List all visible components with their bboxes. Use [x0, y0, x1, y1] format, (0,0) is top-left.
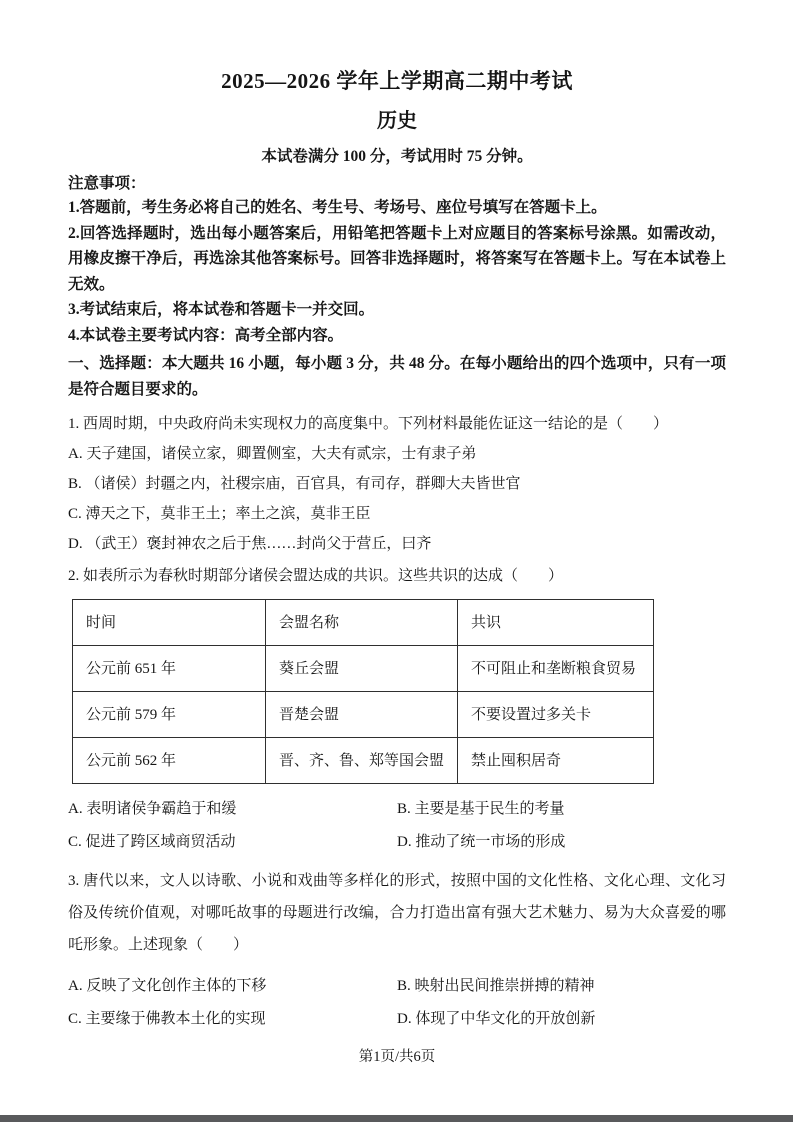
table-header-row — [73, 600, 654, 646]
question-2-options-row-2 — [68, 832, 726, 853]
table-row — [73, 692, 654, 738]
question-3-options-row-1 — [68, 976, 726, 997]
section-1-heading: 一、选择题：本大题共 16 小题，每小题 3 分，共 48 分。在每小题给出的四个选项中，只有一项是符合题目要求的。 — [68, 355, 726, 398]
exam-subject: 历史 — [377, 110, 417, 132]
question-3-option-b: B. 映射出民间推崇拼搏的精神 — [397, 978, 595, 994]
question-3-stem: 3. 唐代以来，文人以诗歌、小说和戏曲等多样化的形式，按照中国的文化性格、文化心理、文化习俗及传统价值观，对哪吒故事的母题进行改编，合力打造出富有强大艺术魅力、易为大众喜爱的哪吒形象。上述现象（ ） — [68, 873, 726, 953]
notice-item-1: 1.答题前，考生务必将自己的姓名、考生号、考场号、座位号填写在答题卡上。 — [68, 199, 607, 216]
table-cell: 不可阻止和垄断粮食贸易 — [458, 646, 654, 692]
table-cell: 禁止囤积居奇 — [458, 738, 654, 784]
notice-item-4: 4.本试卷主要考试内容：高考全部内容。 — [68, 326, 344, 344]
table-cell: 公元前 651 年 — [73, 646, 266, 692]
table-cell: 公元前 579 年 — [73, 692, 266, 738]
table-header-consensus: 共识 — [458, 600, 654, 646]
question-2-options-row-1 — [68, 799, 726, 820]
question-3-option-d: D. 体现了中华文化的开放创新 — [397, 1011, 596, 1027]
table-header-time: 时间 — [73, 600, 266, 646]
table-row — [73, 646, 654, 692]
notice-item-3: 3.考试结束后，将本试卷和答题卡一并交回。 — [68, 301, 375, 318]
question-1-option-b: B. （诸侯）封疆之内，社稷宗庙，百官具，有司存，群卿大夫皆世官 — [68, 476, 521, 492]
question-1-option-c: C. 溥天之下，莫非王土；率土之滨，莫非王臣 — [68, 506, 371, 522]
question-1-stem: 1. 西周时期，中央政府尚未实现权力的高度集中。下列材料最能佐证这一结论的是（ ） — [68, 416, 669, 432]
question-2-option-a: A. 表明诸侯争霸趋于和缓 — [68, 801, 237, 817]
table-header-alliance: 会盟名称 — [266, 600, 458, 646]
notices-heading: 注意事项： — [68, 175, 146, 192]
notice-item-2: 2.回答选择题时，选出每小题答案后，用铅笔把答题卡上对应题目的答案标号涂黑。如需改动，用橡皮擦干净后，再选涂其他答案标号。回答非选择题时，将答案写在答题卡上。写在本试卷上无效。 — [68, 224, 726, 293]
table-cell: 晋楚会盟 — [266, 692, 458, 738]
exam-title: 2025—2026 学年上学期高二期中考试 — [221, 69, 573, 93]
page-number-label: 第1页/共6页 — [358, 1049, 436, 1065]
exam-info-line: 本试卷满分 100 分，考试用时 75 分钟。 — [261, 148, 533, 165]
table-cell: 公元前 562 年 — [73, 738, 266, 784]
table-cell: 葵丘会盟 — [266, 646, 458, 692]
question-2-option-b: B. 主要是基于民生的考量 — [397, 801, 565, 817]
question-2-option-c: C. 促进了跨区域商贸活动 — [68, 834, 236, 850]
question-1-option-a: A. 天子建国，诸侯立家，卿置侧室，大夫有贰宗，士有隶子弟 — [68, 446, 477, 462]
question-1-option-d: D. （武王）褒封神农之后于焦……封尚父于营丘，曰齐 — [68, 536, 432, 552]
question-3-options-row-2 — [68, 1009, 726, 1030]
question-3-option-a: A. 反映了文化创作主体的下移 — [68, 978, 267, 994]
question-2-stem: 2. 如表所示为春秋时期部分诸侯会盟达成的共识。这些共识的达成（ ） — [68, 568, 564, 584]
table-cell: 晋、齐、鲁、郑等国会盟 — [266, 738, 458, 784]
table-row — [73, 738, 654, 784]
viewer-bottom-edge-bar — [0, 1115, 793, 1122]
table-cell: 不要设置过多关卡 — [458, 692, 654, 738]
question-3-option-c: C. 主要缘于佛教本土化的实现 — [68, 1011, 266, 1027]
question-2-option-d: D. 推动了统一市场的形成 — [397, 834, 566, 850]
alliance-consensus-table — [72, 599, 654, 784]
